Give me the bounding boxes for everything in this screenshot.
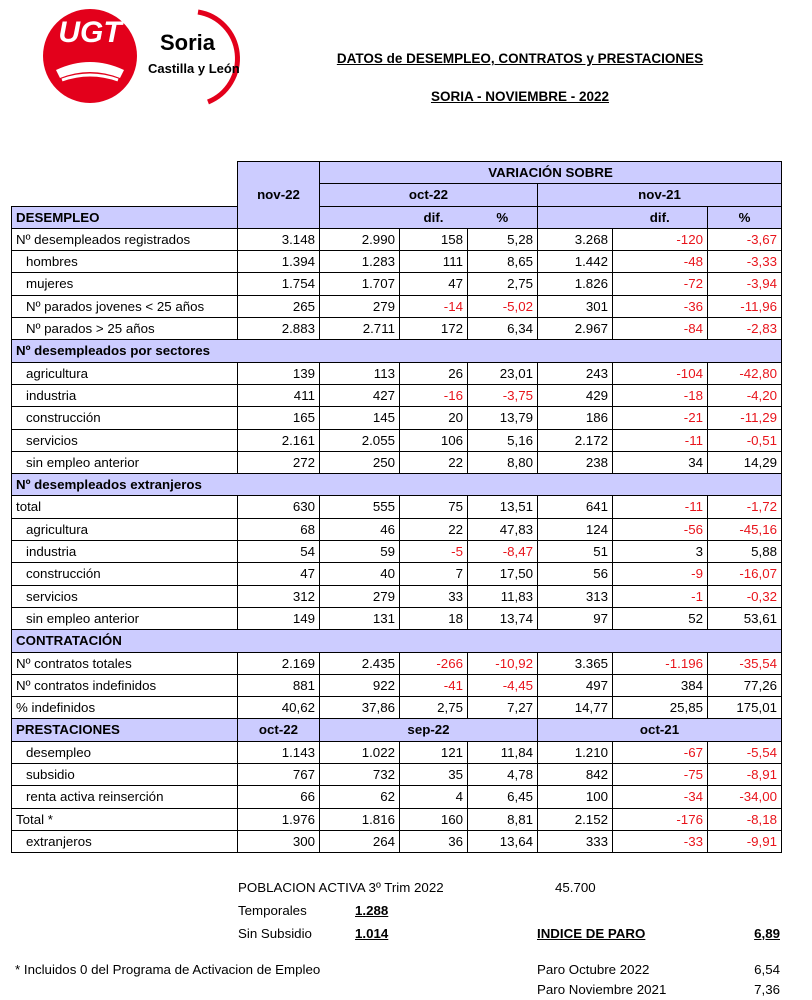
row-label: Nº contratos totales bbox=[12, 652, 238, 674]
cell-pct-oct: 13,51 bbox=[468, 496, 538, 518]
cell-nov-22: 54 bbox=[238, 541, 320, 563]
cell-oct-22: 1.022 bbox=[320, 741, 400, 763]
table-row bbox=[12, 607, 782, 629]
cell-oct-22: 37,86 bbox=[320, 697, 400, 719]
cell-nov-21: 51 bbox=[538, 541, 613, 563]
table-row bbox=[12, 251, 782, 273]
cell-dif-nov: -67 bbox=[613, 741, 708, 763]
cell-nov-22: 165 bbox=[238, 407, 320, 429]
cell-dif-oct: -266 bbox=[400, 652, 468, 674]
cell-dif-nov: -1.196 bbox=[613, 652, 708, 674]
cell-oct-22: 59 bbox=[320, 541, 400, 563]
cell-pct-nov: -16,07 bbox=[708, 563, 782, 585]
header-prest-prev-year: oct-21 bbox=[538, 719, 782, 741]
cell-dif-nov: -104 bbox=[613, 362, 708, 384]
band-cell bbox=[238, 206, 320, 228]
cell-nov-21: 301 bbox=[538, 295, 613, 317]
cell-oct-22: 1.816 bbox=[320, 808, 400, 830]
cell-nov-22: 2.169 bbox=[238, 652, 320, 674]
cell-nov-21: 842 bbox=[538, 764, 613, 786]
cell-dif-oct: 20 bbox=[400, 407, 468, 429]
table-row bbox=[12, 318, 782, 340]
cell-nov-22: 66 bbox=[238, 786, 320, 808]
section-contratacion: CONTRATACIÓN bbox=[12, 630, 782, 652]
cell-oct-22: 250 bbox=[320, 451, 400, 473]
cell-oct-22: 555 bbox=[320, 496, 400, 518]
cell-dif-oct: 158 bbox=[400, 228, 468, 250]
row-label: total bbox=[12, 496, 238, 518]
header-pct: % bbox=[708, 206, 782, 228]
cell-pct-oct: -10,92 bbox=[468, 652, 538, 674]
table-row bbox=[12, 830, 782, 852]
cell-pct-oct: -5,02 bbox=[468, 295, 538, 317]
data-table bbox=[11, 161, 782, 853]
cell-oct-22: 427 bbox=[320, 384, 400, 406]
row-label: hombres bbox=[12, 251, 238, 273]
sin-subsidio-value: 1.014 bbox=[355, 926, 389, 941]
cell-nov-22: 265 bbox=[238, 295, 320, 317]
cell-dif-nov: -72 bbox=[613, 273, 708, 295]
org-name: Soria bbox=[160, 30, 216, 55]
section-sectores: Nº desempleados por sectores bbox=[12, 340, 782, 362]
cell-oct-22: 264 bbox=[320, 830, 400, 852]
poblacion-value: 45.700 bbox=[555, 880, 596, 895]
cell-pct-oct: 8,80 bbox=[468, 451, 538, 473]
table-row bbox=[12, 384, 782, 406]
cell-dif-nov: -1 bbox=[613, 585, 708, 607]
section-extranjeros: Nº desempleados extranjeros bbox=[12, 474, 782, 496]
cell-nov-21: 97 bbox=[538, 607, 613, 629]
cell-dif-oct: 36 bbox=[400, 830, 468, 852]
header-row-1 bbox=[12, 162, 782, 184]
cell-pct-oct: -8,47 bbox=[468, 541, 538, 563]
cell-nov-22: 300 bbox=[238, 830, 320, 852]
cell-pct-oct: 8,65 bbox=[468, 251, 538, 273]
row-label: construcción bbox=[12, 563, 238, 585]
cell-dif-nov: -9 bbox=[613, 563, 708, 585]
cell-dif-oct: 22 bbox=[400, 451, 468, 473]
cell-oct-22: 40 bbox=[320, 563, 400, 585]
cell-oct-22: 279 bbox=[320, 295, 400, 317]
cell-nov-22: 3.148 bbox=[238, 228, 320, 250]
cell-pct-oct: 47,83 bbox=[468, 518, 538, 540]
row-label: Total * bbox=[12, 808, 238, 830]
row-label: Nº parados jovenes < 25 años bbox=[12, 295, 238, 317]
cell-nov-21: 56 bbox=[538, 563, 613, 585]
cell-nov-21: 243 bbox=[538, 362, 613, 384]
section-desempleo-row bbox=[12, 206, 782, 228]
cell-nov-22: 881 bbox=[238, 674, 320, 696]
cell-dif-oct: 121 bbox=[400, 741, 468, 763]
cell-nov-22: 2.883 bbox=[238, 318, 320, 340]
section-extranjeros-row bbox=[12, 474, 782, 496]
cell-pct-nov: -1,72 bbox=[708, 496, 782, 518]
cell-dif-nov: -36 bbox=[613, 295, 708, 317]
temporales-label: Temporales bbox=[238, 903, 307, 918]
cell-nov-21: 124 bbox=[538, 518, 613, 540]
table-row bbox=[12, 429, 782, 451]
cell-pct-nov: 53,61 bbox=[708, 607, 782, 629]
row-label: renta activa reinserción bbox=[12, 786, 238, 808]
cell-nov-22: 767 bbox=[238, 764, 320, 786]
cell-pct-oct: -4,45 bbox=[468, 674, 538, 696]
cell-dif-oct: -16 bbox=[400, 384, 468, 406]
cell-oct-22: 2.711 bbox=[320, 318, 400, 340]
cell-nov-21: 14,77 bbox=[538, 697, 613, 719]
cell-dif-oct: 2,75 bbox=[400, 697, 468, 719]
cell-nov-21: 238 bbox=[538, 451, 613, 473]
cell-pct-nov: 175,01 bbox=[708, 697, 782, 719]
row-label: industria bbox=[12, 541, 238, 563]
table-row bbox=[12, 541, 782, 563]
cell-oct-22: 113 bbox=[320, 362, 400, 384]
header-current-label: nov-22 bbox=[238, 184, 320, 206]
header-blank bbox=[12, 162, 238, 184]
org-region: Castilla y León bbox=[148, 61, 240, 76]
cell-nov-22: 47 bbox=[238, 563, 320, 585]
row-label: mujeres bbox=[12, 273, 238, 295]
cell-nov-21: 2.967 bbox=[538, 318, 613, 340]
cell-nov-22: 1.143 bbox=[238, 741, 320, 763]
row-label: Nº desempleados registrados bbox=[12, 228, 238, 250]
cell-dif-nov: -11 bbox=[613, 429, 708, 451]
row-label: subsidio bbox=[12, 764, 238, 786]
cell-nov-21: 3.365 bbox=[538, 652, 613, 674]
header-dif: dif. bbox=[400, 206, 468, 228]
band-cell bbox=[320, 206, 400, 228]
cell-pct-nov: -3,33 bbox=[708, 251, 782, 273]
cell-pct-oct: 4,78 bbox=[468, 764, 538, 786]
cell-oct-22: 1.283 bbox=[320, 251, 400, 273]
table-row bbox=[12, 563, 782, 585]
row-label: construcción bbox=[12, 407, 238, 429]
cell-dif-oct: 111 bbox=[400, 251, 468, 273]
cell-dif-nov: -34 bbox=[613, 786, 708, 808]
table-row bbox=[12, 518, 782, 540]
row-label: sin empleo anterior bbox=[12, 607, 238, 629]
section-contratacion-row bbox=[12, 630, 782, 652]
cell-pct-nov: -3,94 bbox=[708, 273, 782, 295]
cell-dif-oct: -41 bbox=[400, 674, 468, 696]
cell-dif-oct: 18 bbox=[400, 607, 468, 629]
cell-dif-nov: -120 bbox=[613, 228, 708, 250]
header-prev-month: oct-22 bbox=[320, 184, 538, 206]
cell-pct-oct: 11,83 bbox=[468, 585, 538, 607]
cell-pct-oct: 5,16 bbox=[468, 429, 538, 451]
cell-pct-oct: 17,50 bbox=[468, 563, 538, 585]
table-row bbox=[12, 585, 782, 607]
header-prev-year: nov-21 bbox=[538, 184, 782, 206]
table-row bbox=[12, 407, 782, 429]
cell-oct-22: 131 bbox=[320, 607, 400, 629]
header-blank bbox=[12, 184, 238, 206]
table-row bbox=[12, 496, 782, 518]
cell-nov-22: 630 bbox=[238, 496, 320, 518]
cell-dif-nov: 25,85 bbox=[613, 697, 708, 719]
ugt-logo bbox=[40, 6, 276, 106]
cell-dif-oct: 7 bbox=[400, 563, 468, 585]
cell-pct-nov: -8,91 bbox=[708, 764, 782, 786]
table-row bbox=[12, 764, 782, 786]
cell-oct-22: 1.707 bbox=[320, 273, 400, 295]
cell-dif-oct: 4 bbox=[400, 786, 468, 808]
section-prestaciones: PRESTACIONES bbox=[12, 719, 238, 741]
cell-pct-nov: -4,20 bbox=[708, 384, 782, 406]
cell-pct-oct: -3,75 bbox=[468, 384, 538, 406]
cell-nov-21: 1.442 bbox=[538, 251, 613, 273]
header-row-2 bbox=[12, 184, 782, 206]
table-row bbox=[12, 273, 782, 295]
cell-pct-nov: -5,54 bbox=[708, 741, 782, 763]
header-prest-current: oct-22 bbox=[238, 719, 320, 741]
paro-nov-label: Paro Noviembre 2021 bbox=[537, 982, 667, 997]
row-label: servicios bbox=[12, 585, 238, 607]
cell-dif-oct: -14 bbox=[400, 295, 468, 317]
cell-pct-nov: -0,51 bbox=[708, 429, 782, 451]
cell-pct-nov: -11,96 bbox=[708, 295, 782, 317]
row-label: Nº parados > 25 años bbox=[12, 318, 238, 340]
cell-pct-nov: 14,29 bbox=[708, 451, 782, 473]
cell-nov-22: 272 bbox=[238, 451, 320, 473]
cell-pct-nov: -42,80 bbox=[708, 362, 782, 384]
header-dif: dif. bbox=[613, 206, 708, 228]
band-cell bbox=[538, 206, 613, 228]
cell-pct-nov: 5,88 bbox=[708, 541, 782, 563]
cell-pct-nov: 77,26 bbox=[708, 674, 782, 696]
cell-nov-22: 2.161 bbox=[238, 429, 320, 451]
header-pct: % bbox=[468, 206, 538, 228]
header-current-month bbox=[238, 162, 320, 184]
cell-pct-nov: -9,91 bbox=[708, 830, 782, 852]
cell-nov-22: 40,62 bbox=[238, 697, 320, 719]
header-variation: VARIACIÓN SOBRE bbox=[320, 162, 782, 184]
table-row bbox=[12, 741, 782, 763]
cell-dif-nov: 34 bbox=[613, 451, 708, 473]
cell-dif-oct: -5 bbox=[400, 541, 468, 563]
cell-nov-21: 1.826 bbox=[538, 273, 613, 295]
cell-nov-21: 2.172 bbox=[538, 429, 613, 451]
section-desempleo: DESEMPLEO bbox=[12, 206, 238, 228]
table-row bbox=[12, 674, 782, 696]
indice-paro-value: 6,89 bbox=[754, 926, 780, 941]
cell-dif-nov: -21 bbox=[613, 407, 708, 429]
cell-oct-22: 922 bbox=[320, 674, 400, 696]
cell-pct-oct: 6,34 bbox=[468, 318, 538, 340]
table-row bbox=[12, 786, 782, 808]
table-row bbox=[12, 652, 782, 674]
cell-pct-nov: -45,16 bbox=[708, 518, 782, 540]
cell-pct-oct: 23,01 bbox=[468, 362, 538, 384]
cell-nov-21: 186 bbox=[538, 407, 613, 429]
cell-dif-oct: 106 bbox=[400, 429, 468, 451]
cell-dif-nov: -84 bbox=[613, 318, 708, 340]
cell-nov-22: 149 bbox=[238, 607, 320, 629]
cell-pct-oct: 7,27 bbox=[468, 697, 538, 719]
sin-subsidio-label: Sin Subsidio bbox=[238, 926, 312, 941]
indice-paro-label: INDICE DE PARO bbox=[537, 926, 646, 941]
row-label: servicios bbox=[12, 429, 238, 451]
row-label: sin empleo anterior bbox=[12, 451, 238, 473]
cell-nov-21: 497 bbox=[538, 674, 613, 696]
table-row bbox=[12, 362, 782, 384]
table-row bbox=[12, 697, 782, 719]
cell-dif-oct: 22 bbox=[400, 518, 468, 540]
cell-oct-22: 732 bbox=[320, 764, 400, 786]
cell-dif-nov: 3 bbox=[613, 541, 708, 563]
paro-oct-value: 6,54 bbox=[754, 962, 780, 977]
document-subtitle: SORIA - NOVIEMBRE - 2022 bbox=[430, 89, 610, 104]
cell-dif-oct: 35 bbox=[400, 764, 468, 786]
cell-dif-oct: 33 bbox=[400, 585, 468, 607]
table-row bbox=[12, 451, 782, 473]
cell-oct-22: 145 bbox=[320, 407, 400, 429]
cell-dif-oct: 172 bbox=[400, 318, 468, 340]
cell-pct-nov: -11,29 bbox=[708, 407, 782, 429]
cell-oct-22: 46 bbox=[320, 518, 400, 540]
cell-nov-21: 100 bbox=[538, 786, 613, 808]
cell-dif-nov: -18 bbox=[613, 384, 708, 406]
cell-dif-oct: 26 bbox=[400, 362, 468, 384]
cell-nov-21: 333 bbox=[538, 830, 613, 852]
cell-pct-oct: 8,81 bbox=[468, 808, 538, 830]
row-label: extranjeros bbox=[12, 830, 238, 852]
cell-oct-22: 279 bbox=[320, 585, 400, 607]
paro-oct-label: Paro Octubre 2022 bbox=[537, 962, 650, 977]
row-label: agricultura bbox=[12, 518, 238, 540]
cell-nov-22: 312 bbox=[238, 585, 320, 607]
cell-dif-nov: 52 bbox=[613, 607, 708, 629]
cell-dif-oct: 75 bbox=[400, 496, 468, 518]
table-row bbox=[12, 228, 782, 250]
cell-nov-21: 641 bbox=[538, 496, 613, 518]
cell-dif-nov: -48 bbox=[613, 251, 708, 273]
row-label: % indefinidos bbox=[12, 697, 238, 719]
cell-nov-21: 3.268 bbox=[538, 228, 613, 250]
cell-dif-nov: -75 bbox=[613, 764, 708, 786]
cell-pct-oct: 13,64 bbox=[468, 830, 538, 852]
header-prest-prev-month: sep-22 bbox=[320, 719, 538, 741]
cell-dif-nov: 384 bbox=[613, 674, 708, 696]
cell-nov-21: 313 bbox=[538, 585, 613, 607]
cell-dif-nov: -56 bbox=[613, 518, 708, 540]
logo-text: UGT bbox=[58, 16, 122, 49]
cell-pct-oct: 6,45 bbox=[468, 786, 538, 808]
row-label: agricultura bbox=[12, 362, 238, 384]
cell-dif-oct: 160 bbox=[400, 808, 468, 830]
cell-dif-nov: -33 bbox=[613, 830, 708, 852]
cell-oct-22: 62 bbox=[320, 786, 400, 808]
cell-pct-nov: -34,00 bbox=[708, 786, 782, 808]
footnote: * Incluidos 0 del Programa de Activacion de Empleo bbox=[15, 962, 321, 977]
cell-nov-22: 68 bbox=[238, 518, 320, 540]
cell-pct-oct: 2,75 bbox=[468, 273, 538, 295]
section-sectores-row bbox=[12, 340, 782, 362]
cell-dif-nov: -176 bbox=[613, 808, 708, 830]
cell-pct-nov: -2,83 bbox=[708, 318, 782, 340]
cell-pct-oct: 11,84 bbox=[468, 741, 538, 763]
cell-pct-nov: -0,32 bbox=[708, 585, 782, 607]
cell-dif-nov: -11 bbox=[613, 496, 708, 518]
row-label: desempleo bbox=[12, 741, 238, 763]
cell-nov-22: 411 bbox=[238, 384, 320, 406]
cell-pct-nov: -35,54 bbox=[708, 652, 782, 674]
cell-nov-22: 139 bbox=[238, 362, 320, 384]
cell-pct-oct: 13,79 bbox=[468, 407, 538, 429]
table-row bbox=[12, 295, 782, 317]
section-prestaciones-row bbox=[12, 719, 782, 741]
cell-pct-oct: 13,74 bbox=[468, 607, 538, 629]
temporales-value: 1.288 bbox=[355, 903, 389, 918]
cell-pct-nov: -3,67 bbox=[708, 228, 782, 250]
cell-oct-22: 2.990 bbox=[320, 228, 400, 250]
row-label: Nº contratos indefinidos bbox=[12, 674, 238, 696]
paro-nov-value: 7,36 bbox=[754, 982, 780, 997]
cell-nov-21: 429 bbox=[538, 384, 613, 406]
cell-nov-21: 2.152 bbox=[538, 808, 613, 830]
cell-oct-22: 2.435 bbox=[320, 652, 400, 674]
cell-nov-22: 1.754 bbox=[238, 273, 320, 295]
cell-nov-21: 1.210 bbox=[538, 741, 613, 763]
cell-dif-oct: 47 bbox=[400, 273, 468, 295]
document-title: DATOS de DESEMPLEO, CONTRATOS y PRESTACIONES bbox=[336, 51, 704, 66]
cell-pct-nov: -8,18 bbox=[708, 808, 782, 830]
cell-nov-22: 1.976 bbox=[238, 808, 320, 830]
cell-nov-22: 1.394 bbox=[238, 251, 320, 273]
cell-oct-22: 2.055 bbox=[320, 429, 400, 451]
row-label: industria bbox=[12, 384, 238, 406]
table-row bbox=[12, 808, 782, 830]
poblacion-label: POBLACION ACTIVA 3º Trim 2022 bbox=[238, 880, 444, 895]
cell-pct-oct: 5,28 bbox=[468, 228, 538, 250]
